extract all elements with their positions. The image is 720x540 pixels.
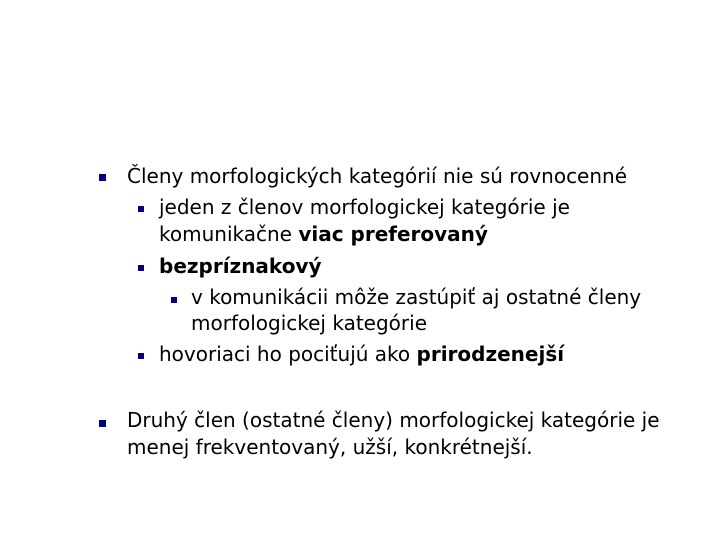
bullet-text-1-1-line2 [159, 222, 488, 246]
bullet-text-1-2-1-line1: v komunikácii môže zastúpiť aj ostatné členy [191, 285, 642, 309]
bullet-square-icon [171, 297, 177, 303]
bullet-square-icon [99, 420, 106, 427]
bullet-text-2-line1: Druhý člen (ostatné členy) morfologickej kategórie je [127, 408, 660, 432]
bullet-text-1-2 [159, 254, 322, 278]
text-run-bold: prirodzenejší [416, 342, 565, 366]
bullet-text-1-1-line1: jeden z členov morfologickej kategórie je [159, 195, 570, 219]
bullet-square-icon [138, 265, 144, 271]
text-run-bold: bezpríznakový [159, 254, 322, 278]
bullet-text-1-3 [159, 342, 564, 366]
bullet-square-icon [99, 174, 106, 181]
text-run: hovoriaci ho pociťujú ako [159, 342, 417, 366]
text-run-bold: viac preferovaný [298, 222, 488, 246]
bullet-square-icon [138, 353, 144, 359]
text-run: komunikačne [159, 222, 299, 246]
bullet-text-1: Členy morfologických kategórií nie sú rovnocenné [127, 164, 628, 188]
bullet-text-1-2-1-line2: morfologickej kategórie [191, 311, 427, 335]
bullet-text-2-line2: menej frekventovaný, užší, konkrétnejší. [127, 435, 533, 459]
bullet-square-icon [138, 206, 144, 212]
